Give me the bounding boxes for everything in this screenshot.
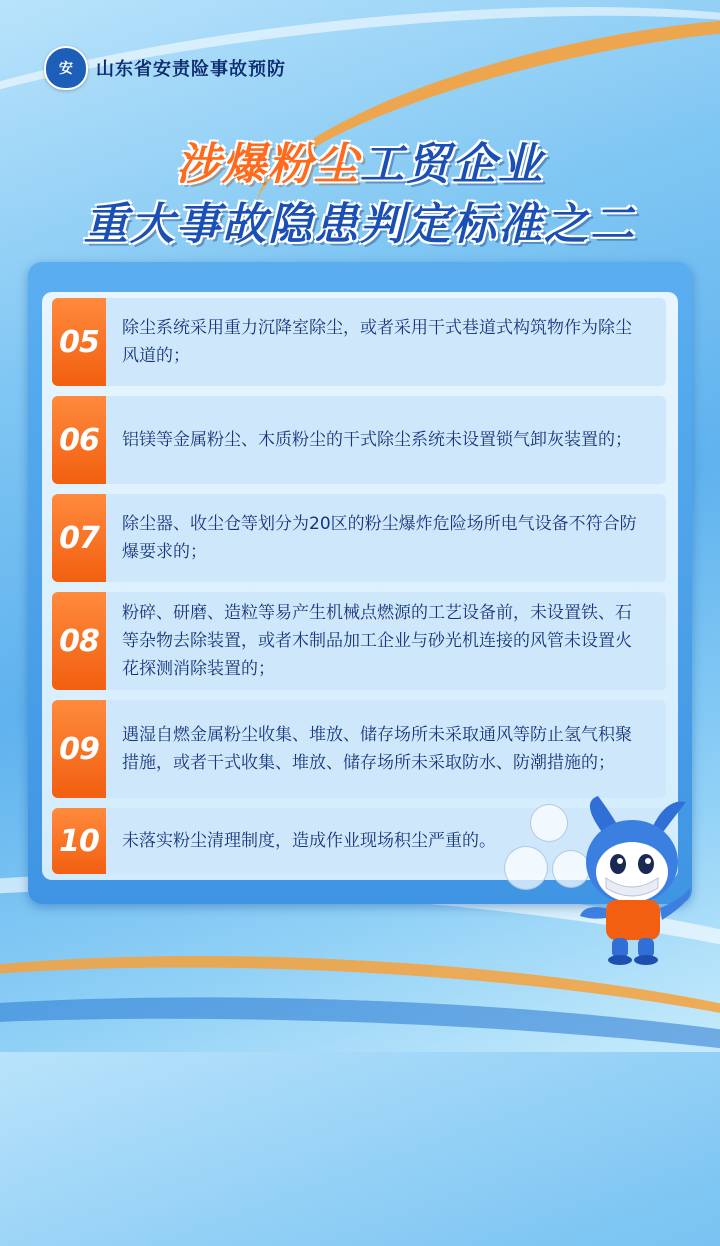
decorative-wave	[0, 976, 720, 1246]
item-number-badge: 05	[52, 298, 106, 386]
list-item	[52, 396, 666, 484]
org-emblem-icon: 安	[44, 46, 88, 90]
list-item	[52, 592, 666, 690]
item-number-badge: 09	[52, 700, 106, 798]
decorative-wave-orange	[0, 929, 720, 1223]
page-title-line-2: 重大事故隐患判定标准之二	[84, 199, 636, 250]
item-number-badge: 07	[52, 494, 106, 582]
mascot-icon	[540, 792, 720, 972]
org-logo	[44, 46, 286, 90]
item-number-badge: 08	[52, 592, 106, 690]
title-highlight: 涉爆粉尘	[176, 139, 360, 190]
item-text: 未落实粉尘清理制度，造成作业现场积尘严重的。	[122, 831, 496, 851]
item-number-badge: 10	[52, 808, 106, 874]
title-rest: 工贸企业	[360, 139, 544, 190]
list-item	[52, 700, 666, 798]
item-text: 遇湿自燃金属粉尘收集、堆放、储存场所未采取通风等防止氢气积聚措施，或者干式收集、堆放、储存场所未采取防水、防潮措施的；	[122, 725, 632, 773]
list-item	[52, 298, 666, 386]
page-title-line-1	[0, 128, 720, 192]
org-name: 山东省安责险事故预防	[96, 59, 286, 80]
item-text: 除尘系统采用重力沉降室除尘，或者采用干式巷道式构筑物作为除尘风道的；	[122, 318, 632, 366]
list-item	[52, 494, 666, 582]
item-text: 粉碎、研磨、造粒等易产生机械点燃源的工艺设备前，未设置铁、石等杂物去除装置，或者木制品加工企业与砂光机连接的风管未设置火花探测消除装置的；	[122, 603, 632, 679]
item-text: 铝镁等金属粉尘、木质粉尘的干式除尘系统未设置锁气卸灰装置的；	[122, 430, 632, 450]
item-text: 除尘器、收尘仓等划分为20区的粉尘爆炸危险场所电气设备不符合防爆要求的；	[122, 514, 637, 562]
item-number-badge: 06	[52, 396, 106, 484]
